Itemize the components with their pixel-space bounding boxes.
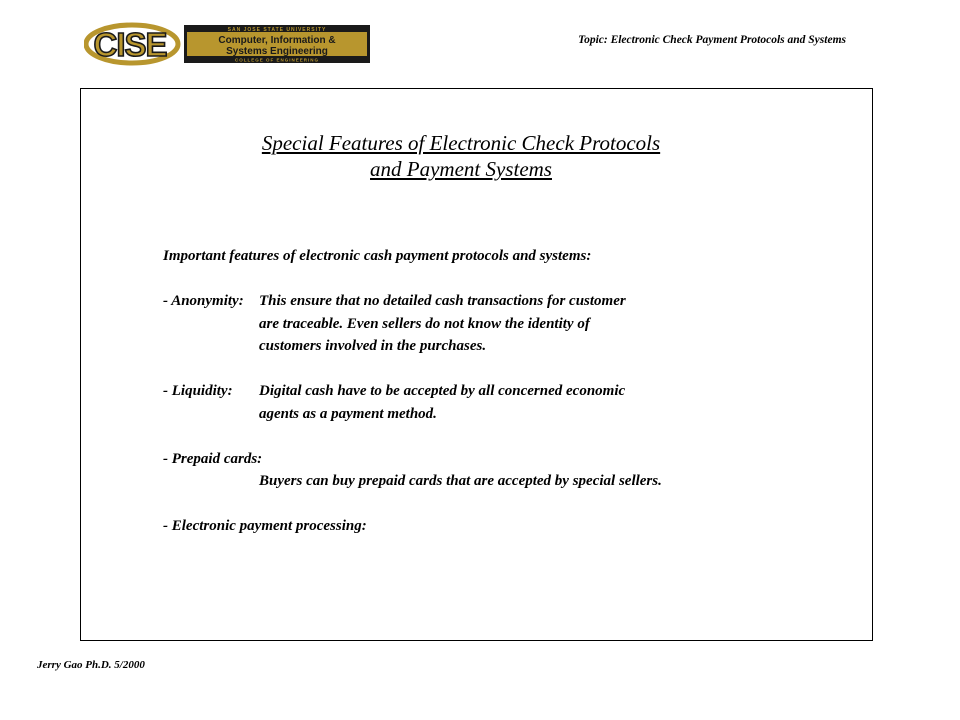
logo-letters: CISE [93,26,167,63]
anonymity-label: - Anonymity: [163,293,244,309]
author-footer: Jerry Gao Ph.D. 5/2000 [37,659,145,671]
slide-body [163,245,843,538]
liquidity-item [163,380,843,403]
liquidity-label: - Liquidity: [163,383,233,399]
slide-title-line1: Special Features of Electronic Check Protocols [261,131,661,155]
logo-university: SAN JOSE STATE UNIVERSITY [227,27,327,33]
slide-title [81,130,841,182]
prepaid-text-1: Buyers can buy prepaid cards that are accepted by special sellers. [259,473,662,489]
topic-header: Topic: Electronic Check Payment Protocols and Systems [578,34,846,46]
liquidity-text-1: Digital cash have to be accepted by all concerned economic [259,383,626,399]
intro-text: Important features of electronic cash payment protocols and systems: [163,248,592,264]
anonymity-text-2: are traceable. Even sellers do not know the identity of [259,315,590,332]
logo-college: COLLEGE OF ENGINEERING [234,57,320,63]
anonymity-text-1: This ensure that no detailed cash transactions for customer [259,293,626,309]
liquidity-text-2: agents as a payment method. [259,405,437,422]
processing-label: - Electronic payment processing: [163,518,367,534]
anonymity-text-3: customers involved in the purchases. [259,338,487,354]
logo-department-line2: Systems Engineering [226,46,328,57]
cise-logo [84,22,372,66]
prepaid-label: - Prepaid cards: [163,450,263,467]
slide-title-line2: and Payment Systems [370,157,552,181]
logo-department-line1: Computer, Information & [218,35,336,46]
anonymity-item [163,290,843,313]
slide-content-frame [80,88,873,641]
